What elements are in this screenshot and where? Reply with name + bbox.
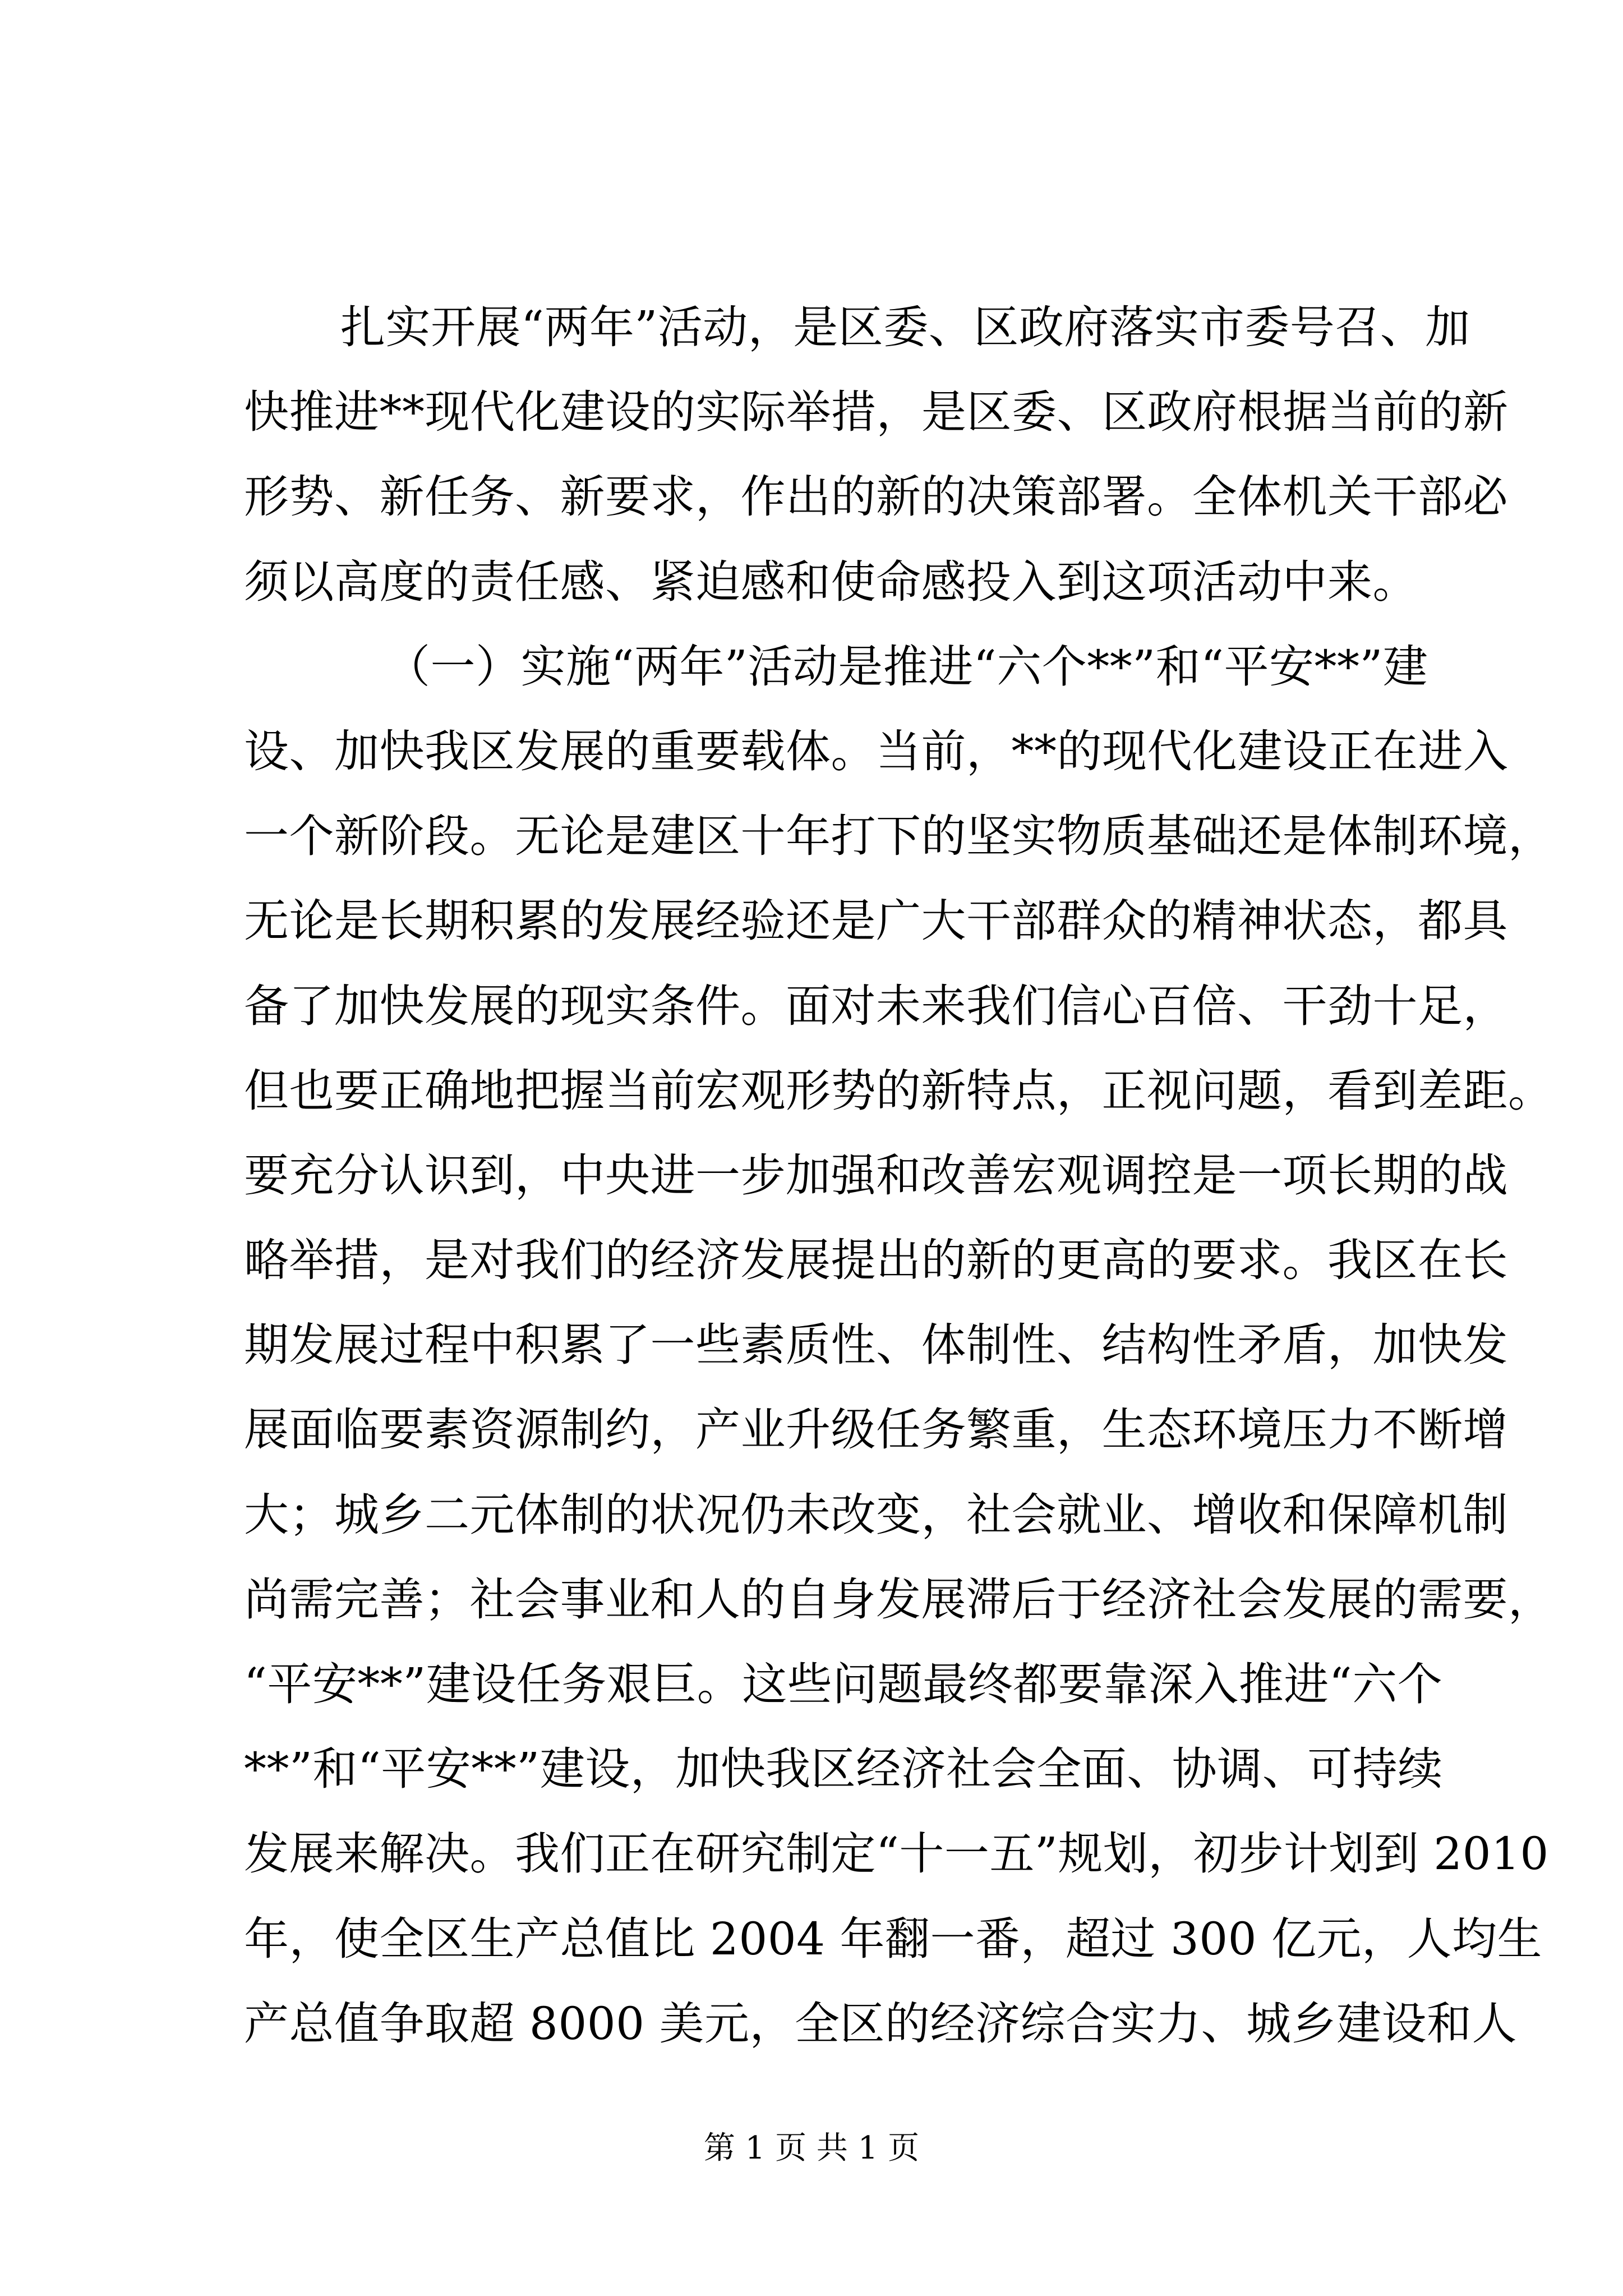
text-line-16: 尚需完善；社会事业和人的自身发展滞后于经济社会发展的需要， — [244, 1573, 1553, 1626]
text-line-12: 略举措，是对我们的经济发展提出的新的更高的要求。我区在长 — [244, 1234, 1508, 1287]
text-line-2: 快推进**现代化建设的实际举措，是区委、区政府根据当前的新 — [244, 386, 1509, 439]
text-line-19: 发展来解决。我们正在研究制定“十一五”规划，初步计划到 2010 — [244, 1828, 1549, 1880]
body-text — [244, 285, 1553, 2066]
text-line-3: 形势、新任务、新要求，作出的新的决策部署。全体机关干部必 — [244, 471, 1508, 523]
text-line-14: 展面临要素资源制约，产业升级任务繁重，生态环境压力不断增 — [244, 1404, 1508, 1456]
page-number-label: 第 1 页 共 1 页 — [703, 2130, 920, 2166]
page-footer — [0, 2126, 1623, 2171]
text-line-9: 备了加快发展的现实条件。面对未来我们信心百倍、干劲十足， — [244, 979, 1508, 1032]
text-line-6: 设、加快我区发展的重要载体。当前，**的现代化建设正在进入 — [244, 725, 1509, 777]
text-line-20: 年，使全区生产总值比 2004 年翻一番，超过 300 亿元，人均生 — [244, 1912, 1543, 1965]
text-line-4: 须以高度的责任感、紧迫感和使命感投入到这项活动中来。 — [244, 555, 1418, 608]
text-line-15: 大；城乡二元体制的状况仍未改变，社会就业、增收和保障机制 — [244, 1488, 1508, 1541]
text-line-1: 扎实开展“两年”活动，是区委、区政府落实市委号召、加 — [340, 301, 1470, 353]
text-line-10: 但也要正确地把握当前宏观形势的新特点，正视问题，看到差距。 — [244, 1064, 1553, 1117]
text-line-17: “平安**”建设任务艰巨。这些问题最终都要靠深入推进“六个 — [244, 1658, 1443, 1710]
text-line-5: （一）实施“两年”活动是推进“六个**”和“平安**”建 — [385, 640, 1428, 693]
text-line-21: 产总值争取超 8000 美元，全区的经济综合实力、城乡建设和人 — [244, 1997, 1517, 2050]
text-line-13: 期发展过程中积累了一些素质性、体制性、结构性矛盾，加快发 — [244, 1319, 1508, 1372]
text-line-8: 无论是长期积累的发展经验还是广大干部群众的精神状态，都具 — [244, 895, 1508, 947]
text-line-7: 一个新阶段。无论是建区十年打下的坚实物质基础还是体制环境， — [244, 810, 1553, 863]
text-line-11: 要充分认识到，中央进一步加强和改善宏观调控是一项长期的战 — [244, 1149, 1508, 1202]
text-line-18: **”和“平安**”建设，加快我区经济社会全面、协调、可持续 — [244, 1743, 1443, 1796]
